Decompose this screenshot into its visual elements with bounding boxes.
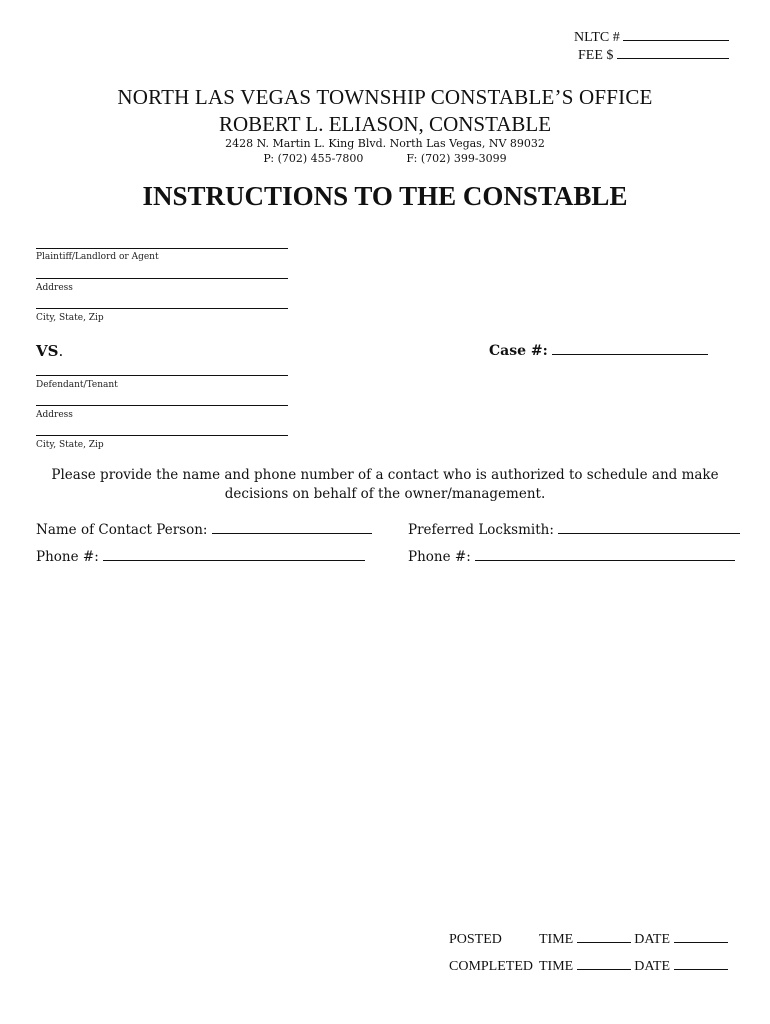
defendant-city-label: City, State, Zip (36, 440, 104, 450)
contact-person-line[interactable] (212, 521, 372, 534)
posted-time-label: TIME (539, 932, 574, 947)
locksmith-label: Preferred Locksmith: (408, 522, 554, 538)
contact-phone-label: Phone #: (36, 549, 99, 565)
posted-date-label: DATE (634, 932, 670, 947)
posted-date-line[interactable] (674, 930, 728, 943)
posted-label: POSTED (449, 932, 502, 947)
completed-row (449, 957, 749, 975)
defendant-name-line[interactable] (36, 375, 288, 376)
defendant-name-label: Defendant/Tenant (36, 380, 118, 390)
contact-phone-field (36, 548, 365, 565)
posted-time-line[interactable] (577, 930, 631, 943)
fee-input-line[interactable] (617, 46, 729, 59)
contact-phone-line[interactable] (103, 548, 365, 561)
office-contact-line (0, 152, 770, 165)
defendant-address-label: Address (36, 410, 73, 420)
plaintiff-name-label: Plaintiff/Landlord or Agent (36, 252, 159, 262)
nltc-field (574, 28, 729, 46)
posted-row (449, 930, 749, 948)
case-number-label: Case #: (489, 343, 548, 359)
office-address: 2428 N. Martin L. King Blvd. North Las Vegas, NV 89032 (225, 137, 545, 150)
nltc-label: NLTC # (574, 30, 620, 45)
plaintiff-address-label: Address (36, 283, 73, 293)
defendant-city-line[interactable] (36, 435, 288, 436)
page-title: INSTRUCTIONS TO THE CONSTABLE (142, 181, 628, 211)
locksmith-phone-field (408, 548, 735, 565)
office-name: NORTH LAS VEGAS TOWNSHIP CONSTABLE’S OFFICE (117, 85, 653, 109)
completed-date-label: DATE (634, 959, 670, 974)
contact-person-label: Name of Contact Person: (36, 522, 208, 538)
constable-name: ROBERT L. ELIASON, CONSTABLE (218, 112, 552, 136)
plaintiff-address-line[interactable] (36, 278, 288, 279)
vs-text: VS (36, 342, 59, 360)
completed-time-line[interactable] (577, 957, 631, 970)
vs-label (36, 342, 63, 360)
fee-field (578, 46, 729, 64)
nltc-input-line[interactable] (623, 28, 729, 41)
vs-period: . (58, 342, 64, 360)
defendant-address-line[interactable] (36, 405, 288, 406)
completed-date-line[interactable] (674, 957, 728, 970)
case-number-field (489, 342, 708, 359)
office-fax: F: (702) 399-3099 (406, 152, 507, 165)
locksmith-phone-line[interactable] (475, 548, 735, 561)
fee-label: FEE $ (578, 48, 614, 63)
locksmith-phone-label: Phone #: (408, 549, 471, 565)
completed-time-label: TIME (539, 959, 574, 974)
locksmith-field (408, 521, 740, 538)
office-phone: P: (702) 455-7800 (263, 152, 364, 165)
instruction-text: Please provide the name and phone number of a contact who is authorized to schedule and make decisions on behalf of the owner/management. (51, 467, 719, 502)
plaintiff-city-label: City, State, Zip (36, 313, 104, 323)
locksmith-line[interactable] (558, 521, 740, 534)
case-number-line[interactable] (552, 342, 708, 355)
plaintiff-name-line[interactable] (36, 248, 288, 249)
completed-label: COMPLETED (449, 959, 533, 974)
contact-person-field (36, 521, 372, 538)
plaintiff-city-line[interactable] (36, 308, 288, 309)
